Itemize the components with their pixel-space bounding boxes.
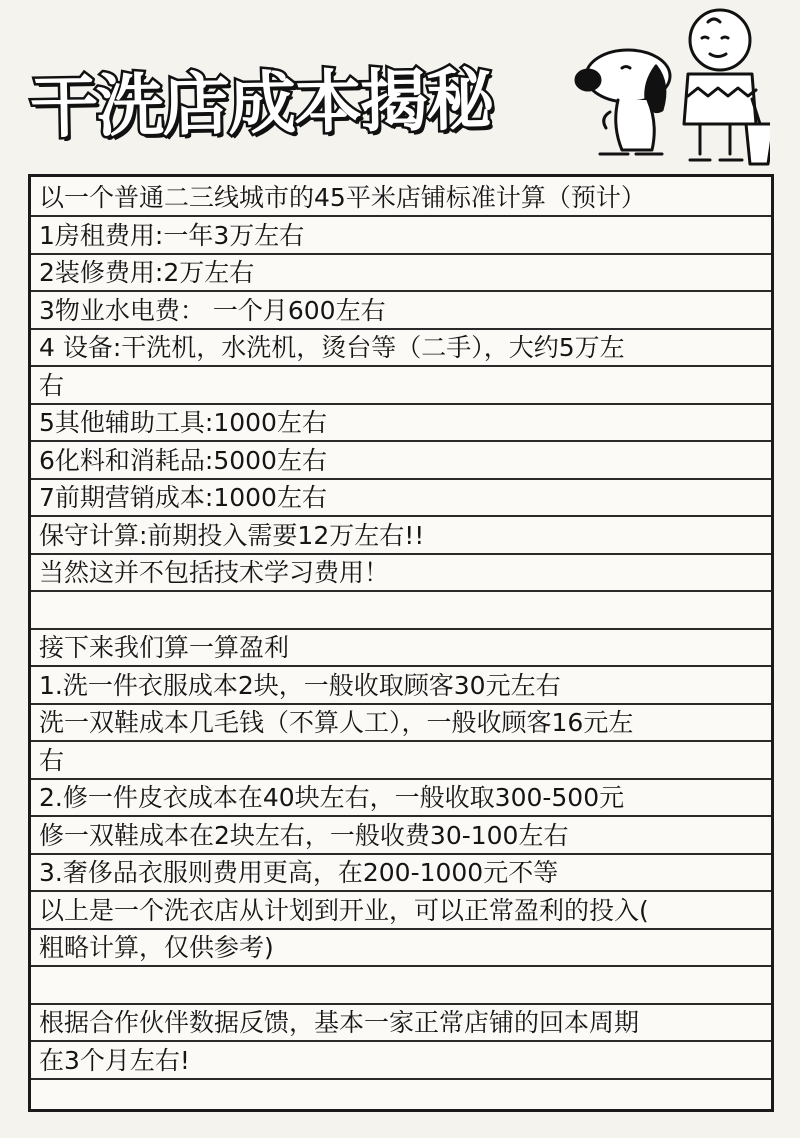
note-line: 右 bbox=[39, 370, 65, 400]
notes-text bbox=[39, 179, 769, 1079]
note-line: 接下来我们算一算盈利 bbox=[39, 633, 290, 662]
note-line: 7前期营销成本:1000左右 bbox=[39, 483, 327, 512]
note-line bbox=[39, 967, 769, 1005]
note-line: 保守计算:前期投入需要12万左右!! bbox=[39, 520, 425, 550]
note-line: 当然这并不包括技术学习费用！ bbox=[39, 558, 390, 587]
note-line: 右 bbox=[39, 745, 65, 775]
note-line: 3.奢侈品衣服则费用更高，在200-1000元不等 bbox=[39, 858, 559, 887]
cartoon-illustration bbox=[570, 4, 770, 176]
note-line: 3物业水电费： 一个月600左右 bbox=[39, 295, 386, 325]
note-line: 1.洗一件衣服成本2块，一般收取顾客30元左右 bbox=[39, 670, 561, 700]
page-title: 干洗店成本揭秘 bbox=[29, 60, 493, 149]
note-line: 1房租费用:一年3万左右 bbox=[39, 220, 305, 250]
note-line: 粗略计算，仅供参考) bbox=[39, 933, 274, 962]
cost-notes-box bbox=[28, 174, 774, 1112]
note-line: 4 设备:干洗机，水洗机，烫台等（二手），大约5万左 bbox=[39, 333, 625, 362]
note-line: 洗一双鞋成本几毛钱（不算人工），一般收顾客16元左 bbox=[39, 708, 634, 737]
note-line: 以上是一个洗衣店从计划到开业，可以正常盈利的投入( bbox=[39, 895, 649, 925]
note-line: 2装修费用:2万左右 bbox=[39, 258, 255, 287]
note-line: 5其他辅助工具:1000左右 bbox=[39, 408, 327, 437]
note-line: 以一个普通二三线城市的45平米店铺标准计算（预计） bbox=[39, 183, 646, 212]
note-line: 修一双鞋成本在2块左右，一般收费30-100左右 bbox=[39, 820, 569, 850]
note-line: 6化料和消耗品:5000左右 bbox=[39, 445, 327, 475]
note-line: 2.修一件皮衣成本在40块左右，一般收取300-500元 bbox=[39, 783, 625, 812]
note-line bbox=[39, 592, 769, 630]
note-line: 在3个月左右! bbox=[39, 1045, 190, 1075]
note-line: 根据合作伙伴数据反馈，基本一家正常店铺的回本周期 bbox=[39, 1008, 640, 1037]
